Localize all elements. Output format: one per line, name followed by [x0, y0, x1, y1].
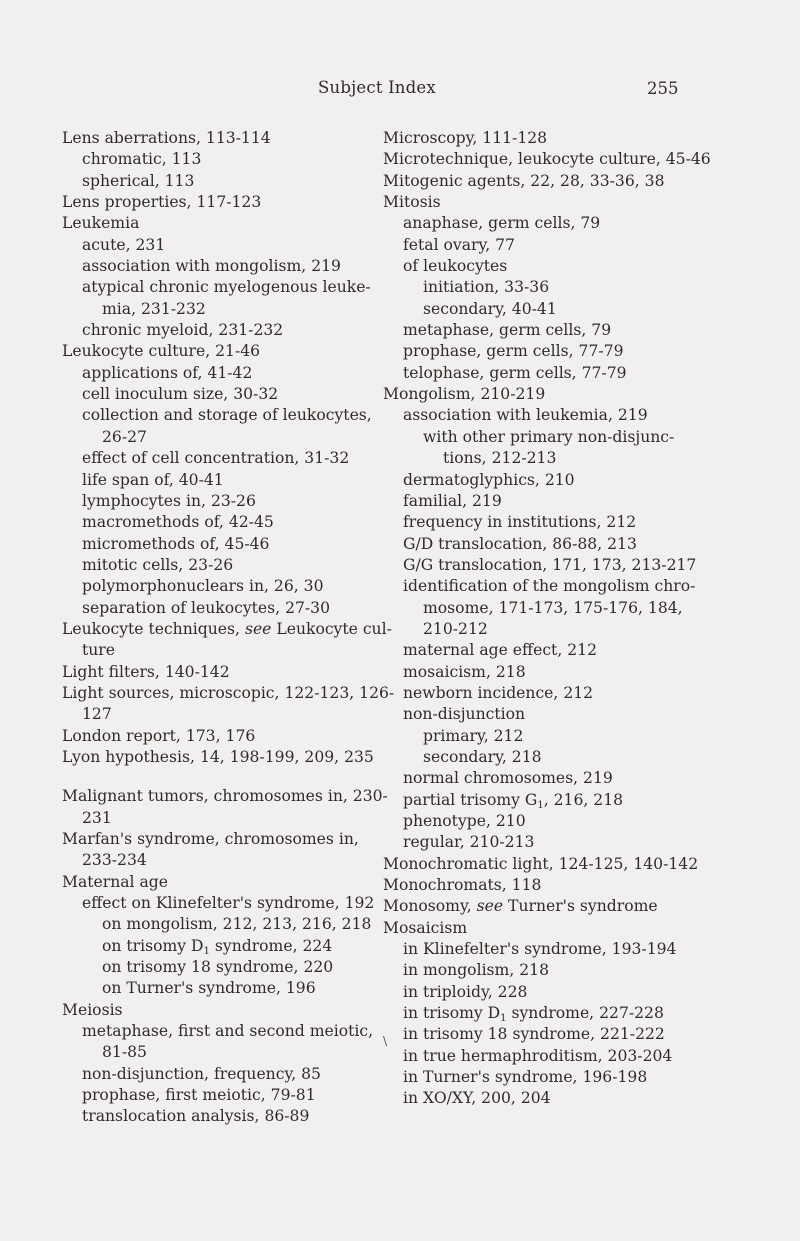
page-number: 255	[647, 79, 679, 98]
entry-text-start: on trisomy D	[102, 936, 204, 955]
entry-text: Monochromats, 118	[383, 876, 542, 895]
index-entry	[383, 918, 728, 939]
entry-text: effect of cell concentration, 31-32	[82, 449, 350, 468]
entry-text: on mongolism, 212, 213, 216, 218	[102, 915, 372, 934]
index-subentry	[62, 427, 372, 448]
index-subentry	[383, 427, 728, 448]
index-entry	[62, 872, 372, 893]
index-entry	[62, 619, 392, 640]
index-subentry	[383, 512, 728, 533]
entry-text: familial, 219	[403, 491, 502, 510]
index-subentry	[62, 149, 372, 170]
index-subentry	[383, 448, 728, 469]
entry-text: association with mongolism, 219	[82, 257, 341, 276]
entry-text: non-disjunction	[403, 705, 526, 724]
index-subentry	[62, 1021, 372, 1042]
index-entry	[62, 213, 372, 234]
entry-text: on trisomy 18 syndrome, 220	[102, 958, 334, 977]
entry-text: life span of, 40-41	[82, 470, 224, 489]
entry-text-end: syndrome, 224	[209, 936, 333, 955]
entry-text: acute, 231	[82, 235, 166, 254]
entry-text-end: , 216, 218	[543, 790, 624, 809]
index-subentry	[383, 213, 728, 234]
entry-text: in Turner's syndrome, 196-198	[403, 1068, 648, 1087]
index-entry	[383, 192, 728, 213]
index-subentry	[383, 747, 728, 768]
index-subentry	[383, 1046, 728, 1067]
entry-text: polymorphonuclears in, 26, 30	[82, 577, 324, 596]
entry-text: tions, 212-213	[443, 449, 557, 468]
index-entry	[62, 341, 372, 362]
entry-text-end: Turner's syndrome	[503, 897, 658, 916]
entry-text: 127	[82, 705, 112, 724]
index-entry	[62, 192, 372, 213]
entry-text: micromethods of, 45-46	[82, 534, 270, 553]
entry-text: primary, 212	[423, 726, 524, 745]
entry-text: G/G translocation, 171, 173, 213-217	[403, 555, 697, 574]
index-subentry	[62, 320, 372, 341]
entry-text: 210-212	[423, 619, 488, 638]
index-subentry	[62, 1106, 372, 1127]
entry-text: initiation, 33-36	[423, 278, 550, 297]
index-entry	[383, 128, 728, 149]
index-entry	[383, 384, 728, 405]
index-subentry	[383, 470, 728, 491]
subscript: 1	[537, 799, 544, 811]
index-subentry	[383, 704, 728, 725]
entry-text: Meiosis	[62, 1000, 123, 1019]
index-entry	[62, 829, 372, 850]
index-subentry	[62, 235, 372, 256]
entry-text: in triploidy, 228	[403, 982, 528, 1001]
index-subentry	[62, 936, 372, 957]
entry-text: non-disjunction, frequency, 85	[82, 1064, 321, 1083]
entry-text: mia, 231-232	[102, 299, 206, 318]
index-subentry	[383, 790, 728, 811]
index-subentry	[62, 448, 372, 469]
entry-text: effect on Klinefelter's syndrome, 192	[82, 894, 375, 913]
entry-text: in XO/XY, 200, 204	[403, 1089, 551, 1108]
index-entry	[383, 875, 728, 896]
entry-text: dermatoglyphics, 210	[403, 470, 575, 489]
index-subentry	[383, 576, 728, 597]
entry-text-end: Leukocyte cul-	[271, 619, 392, 638]
entry-text: mitotic cells, 23-26	[82, 555, 234, 574]
entry-text: maternal age effect, 212	[403, 641, 597, 660]
entry-text: chronic myeloid, 231-232	[82, 321, 284, 340]
see-reference: see	[476, 897, 504, 916]
entry-text: in mongolism, 218	[403, 961, 550, 980]
index-subentry	[62, 534, 372, 555]
entry-text: collection and storage of leukocytes,	[82, 406, 372, 425]
entry-text: anaphase, germ cells, 79	[403, 214, 601, 233]
entry-text: Monochromatic light, 124-125, 140-142	[383, 854, 699, 873]
entry-gap	[62, 768, 372, 786]
index-subentry	[62, 277, 372, 298]
index-subentry	[383, 1067, 728, 1088]
entry-text: Malignant tumors, chromosomes in, 230-	[62, 787, 388, 806]
entry-text: 231	[82, 808, 112, 827]
index-subentry	[383, 939, 728, 960]
entry-text: macromethods of, 42-45	[82, 513, 274, 532]
index-subentry	[383, 534, 728, 555]
entry-text: G/D translocation, 86-88, 213	[403, 534, 637, 553]
index-entry	[383, 854, 728, 875]
entry-text: secondary, 40-41	[423, 299, 557, 318]
index-subentry	[62, 405, 372, 426]
entry-text: identification of the mongolism chro-	[403, 577, 696, 596]
entry-text: ture	[82, 641, 115, 660]
index-entry	[62, 662, 372, 683]
entry-text-end: syndrome, 227-228	[506, 1004, 664, 1023]
entry-text: in trisomy 18 syndrome, 221-222	[403, 1025, 665, 1044]
index-subentry	[383, 598, 728, 619]
entry-text: Light filters, 140-142	[62, 662, 230, 681]
index-entry	[383, 149, 728, 170]
index-subentry	[383, 982, 728, 1003]
entry-text: Leukocyte culture, 21-46	[62, 342, 261, 361]
entry-text: Microtechnique, leukocyte culture, 45-46	[383, 150, 711, 169]
page-header	[0, 78, 800, 104]
entry-text: metaphase, germ cells, 79	[403, 321, 612, 340]
index-subentry	[383, 1024, 728, 1045]
entry-text: Microscopy, 111-128	[383, 129, 548, 147]
entry-text: 233-234	[82, 851, 147, 870]
entry-text-start: Monosomy,	[383, 897, 477, 916]
entry-text: in true hermaphroditism, 203-204	[403, 1046, 673, 1065]
index-subentry	[383, 405, 728, 426]
entry-text: spherical, 113	[82, 171, 195, 190]
index-subentry	[383, 726, 728, 747]
index-entry	[62, 128, 372, 149]
index-subentry	[62, 704, 372, 725]
entry-text: Maternal age	[62, 872, 169, 891]
subscript: 1	[203, 945, 210, 957]
index-subentry	[383, 320, 728, 341]
index-entry	[62, 1000, 372, 1021]
entry-text: cell inoculum size, 30-32	[82, 385, 279, 404]
entry-text: Lens properties, 117-123	[62, 193, 262, 212]
index-subentry	[383, 491, 728, 512]
index-subentry	[62, 384, 372, 405]
entry-text: Light sources, microscopic, 122-123, 126-	[62, 683, 395, 702]
entry-text: newborn incidence, 212	[403, 683, 594, 702]
index-subentry	[383, 363, 728, 384]
index-subentry	[62, 850, 372, 871]
entry-text: Mitosis	[383, 193, 441, 212]
index-subentry	[383, 960, 728, 981]
entry-text: Marfan's syndrome, chromosomes in,	[62, 830, 359, 848]
index-subentry	[62, 256, 372, 277]
entry-text: mosaicism, 218	[403, 662, 526, 681]
entry-text: fetal ovary, 77	[403, 235, 515, 254]
entry-text: normal chromosomes, 219	[403, 769, 613, 788]
index-subentry	[62, 808, 372, 829]
index-subentry	[383, 683, 728, 704]
index-column-left	[62, 128, 395, 1128]
index-subentry	[62, 576, 372, 597]
index-subentry	[383, 768, 728, 789]
entry-text: Lens aberrations, 113-114	[62, 129, 271, 147]
entry-text: 26-27	[102, 427, 147, 446]
entry-text-start: partial trisomy G	[403, 790, 538, 809]
stray-mark: \	[383, 1034, 388, 1048]
entry-text: prophase, germ cells, 77-79	[403, 342, 624, 361]
index-subentry	[62, 957, 372, 978]
entry-text: translocation analysis, 86-89	[82, 1107, 310, 1126]
entry-text: mosome, 171-173, 175-176, 184,	[423, 598, 683, 617]
entry-text: London report, 173, 176	[62, 726, 256, 745]
index-subentry	[383, 256, 728, 277]
running-title: Subject Index	[318, 78, 436, 97]
index-subentry	[62, 1042, 372, 1063]
index-subentry	[62, 470, 372, 491]
entry-text: regular, 210-213	[403, 833, 535, 852]
entry-text: telophase, germ cells, 77-79	[403, 363, 627, 382]
entry-text: secondary, 218	[423, 747, 542, 766]
index-subentry	[62, 363, 372, 384]
index-subentry	[62, 171, 372, 192]
index-column-right	[383, 128, 728, 1110]
entry-text: lymphocytes in, 23-26	[82, 491, 256, 510]
index-subentry	[383, 1088, 728, 1109]
entry-text: of leukocytes	[403, 257, 508, 276]
entry-text: Lyon hypothesis, 14, 198-199, 209, 235	[62, 747, 374, 766]
index-subentry	[383, 1003, 728, 1024]
entry-text: chromatic, 113	[82, 150, 202, 169]
index-entry	[62, 786, 388, 807]
subscript: 1	[500, 1013, 507, 1025]
index-subentry	[383, 619, 728, 640]
index-subentry	[383, 832, 728, 853]
entry-text: 81-85	[102, 1043, 147, 1062]
index-entry	[383, 896, 728, 917]
index-subentry	[383, 299, 728, 320]
entry-text: with other primary non-disjunc-	[423, 427, 675, 446]
entry-text: Mosaicism	[383, 918, 468, 937]
index-entry	[62, 747, 372, 768]
index-subentry	[62, 914, 372, 935]
entry-text-start: Leukocyte techniques,	[62, 619, 245, 638]
index-subentry	[383, 662, 728, 683]
index-subentry	[62, 555, 372, 576]
entry-text: phenotype, 210	[403, 812, 526, 830]
index-subentry	[62, 491, 372, 512]
entry-text: on Turner's syndrome, 196	[102, 979, 316, 998]
index-subentry	[383, 277, 728, 298]
entry-text: Leukemia	[62, 214, 140, 233]
index-subentry	[383, 640, 728, 661]
index-subentry	[62, 1064, 372, 1085]
index-subentry	[383, 811, 728, 832]
index-subentry	[62, 640, 372, 661]
entry-text: frequency in institutions, 212	[403, 513, 637, 532]
entry-text: in Klinefelter's syndrome, 193-194	[403, 940, 677, 959]
entry-text: prophase, first meiotic, 79-81	[82, 1086, 316, 1105]
entry-text-start: in trisomy D	[403, 1004, 501, 1023]
entry-text: metaphase, first and second meiotic,	[82, 1022, 374, 1041]
index-subentry	[62, 1085, 372, 1106]
index-subentry	[62, 978, 372, 999]
see-reference: see	[244, 619, 272, 638]
index-subentry	[62, 299, 372, 320]
entry-text: separation of leukocytes, 27-30	[82, 598, 331, 617]
entry-text: applications of, 41-42	[82, 363, 253, 382]
entry-text: atypical chronic myelogenous leuke-	[82, 278, 371, 297]
index-entry	[62, 726, 372, 747]
index-subentry	[62, 598, 372, 619]
index-subentry	[62, 893, 375, 914]
entry-text: association with leukemia, 219	[403, 406, 648, 425]
entry-text: Mitogenic agents, 22, 28, 33-36, 38	[383, 171, 665, 190]
index-subentry	[62, 512, 372, 533]
index-subentry	[383, 235, 728, 256]
index-entry	[62, 683, 395, 704]
index-subentry	[383, 341, 728, 362]
entry-text: Mongolism, 210-219	[383, 385, 546, 404]
index-subentry	[383, 555, 728, 576]
index-entry	[383, 171, 728, 192]
